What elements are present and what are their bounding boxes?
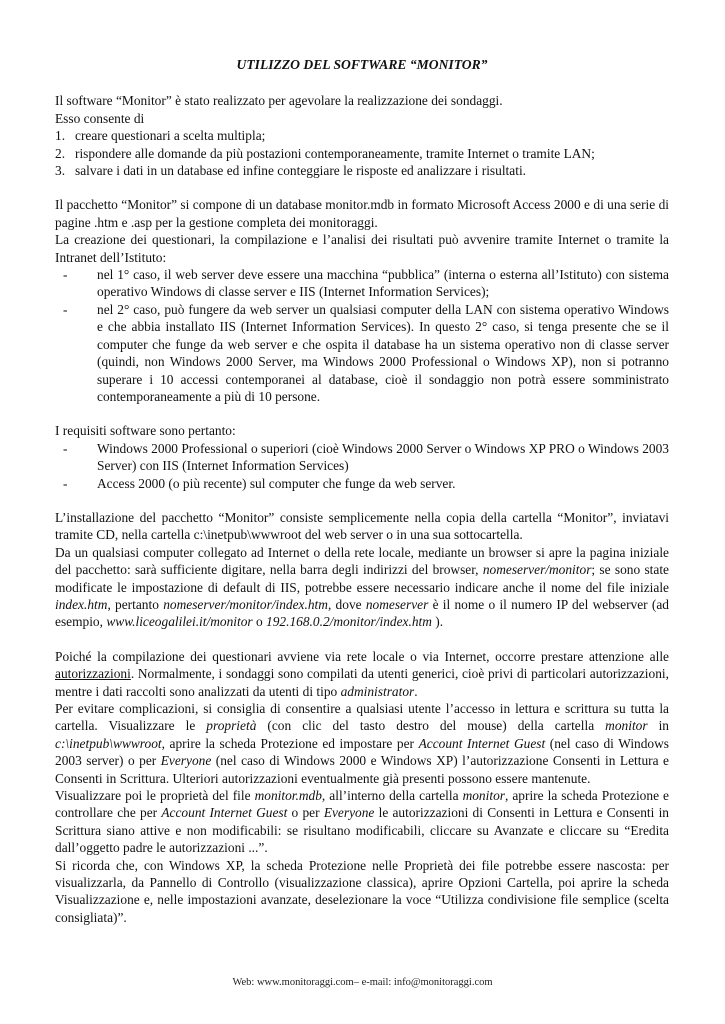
permissions-section xyxy=(55,648,669,927)
list-item xyxy=(55,145,669,162)
path-text: c:\inetpub\wwwroot xyxy=(55,735,162,751)
dash-list xyxy=(55,266,669,405)
file-name: monitor.mdb xyxy=(254,788,322,804)
paragraph: Da un qualsiasi computer collegato ad Internet o della rete locale, mediante un browser si apre la pagina iniziale del pacchetto: sarà sufficiente digitare, nella barra degli indirizzi del browser, nomeserver/monitor; se sono state modificate le impostazione di default di IIS, potrebbe essere necessario indicare anche il nome del file iniziale index.htm, pertanto nomeserver/monitor/index.htm, dove nomeserver è il nome o il numero IP del webserver (ad esempio, www.liceogalilei.it/monitor o 192.168.0.2/monitor/index.htm ). xyxy=(55,544,669,630)
paragraph: L’installazione del pacchetto “Monitor” consiste semplicemente nella copia della cartella “Monitor”, inviatavi tramite CD, nella cartella c:\inetpub\wwwroot del web server o in una sua sottocartella. xyxy=(55,509,669,543)
list-number: 1. xyxy=(55,128,66,144)
role-name: administrator xyxy=(340,683,415,699)
requirements-section xyxy=(55,422,669,492)
list-text: creare questionari a scelta multipla; xyxy=(75,128,266,144)
document-title: UTILIZZO DEL SOFTWARE “MONITOR” xyxy=(236,57,488,72)
list-item xyxy=(55,162,669,179)
package-section xyxy=(55,196,669,405)
list-item: - nel 1° caso, il web server deve essere una macchina “pubblica” (interna o esterna all’Istituto) con sistema operativo Windows di classe server e IIS (Internet Information Services); xyxy=(63,267,669,300)
paragraph: Poiché la compilazione dei questionari avviene via rete locale o via Internet, occorre prestare attenzione alle autorizzazioni. Normalmente, i sondaggi sono compilati da utenti generici, cioè privi di particolari autorizzazioni, mentre i dati raccolti sono analizzati da utenti di tipo administrator. xyxy=(55,648,669,699)
dash-list xyxy=(55,440,669,492)
list-text: nel 2° caso, può fungere da web server un qualsiasi computer della LAN con sistema operativo Windows e che abbia installato IIS (Internet Information Services). In questo 2° caso, si tenga presente che se il computer che funge da web server e che ospita il database ha un sistema operativo non di classe server (quindi, non Windows 2000 Server, ma Windows 2000 Professional o Windows XP), non si potranno superare i 10 accessi contemporanei al database, cioè il sondaggio non potrà essere somministrato contemporaneamente a più di 10 persone. xyxy=(97,301,669,404)
paragraph: Per evitare complicazioni, si consiglia di consentire a qualsiasi utente l’accesso in lettura e scrittura su tutta la cartella. Visualizzare le proprietà (con clic del tasto destro del mouse) della cartella monitor in c:\inetpub\wwwroot, aprire la scheda Protezione ed impostare per Account Internet Guest (nel caso di Windows 2003 server) o per Everyone (nel caso di Windows 2000 e Windows XP) l’autorizzazione Consenti in Lettura e Consenti in Scrittura. Ulteriori autorizzazioni eventualmente già presenti possono essere mantenute. xyxy=(55,701,670,786)
page-footer: Web: www.monitoraggi.com– e-mail: info@monitoraggi.com xyxy=(232,977,493,988)
account-name: Everyone xyxy=(323,805,375,821)
list-text: rispondere alle domande da più postazioni contemporaneamente, tramite Internet o tramite LAN; xyxy=(75,145,595,161)
list-text: salvare i dati in un database ed infine conteggiare le risposte ed analizzare i risultati. xyxy=(75,163,527,179)
underlined-term: autorizzazioni xyxy=(55,666,131,682)
path-text: nomeserver xyxy=(365,596,429,612)
folder-name: monitor xyxy=(462,788,505,804)
path-text: index.htm xyxy=(55,596,108,612)
features-list xyxy=(55,127,669,179)
list-item: - Access 2000 (o più recente) sul computer che funge da web server. xyxy=(55,475,669,492)
paragraph: Si ricorda che, con Windows XP, la scheda Protezione nelle Proprietà dei file potrebbe essere nascosta: per visualizzarla, da Pannello di Controllo (visualizzazione classica), aprire Opzioni Cartella, poi aprire la scheda Visualizzazione e, nelle impostazioni avanzate, deselezionare la voce “Utilizza condivisione file semplice (scelta consigliata)”. xyxy=(55,857,669,925)
list-text: Access 2000 (o più recente) sul computer che funge da web server. xyxy=(97,475,456,491)
paragraph: Visualizzare poi le proprietà del file monitor.mdb, all’interno della cartella monitor, aprire la scheda Protezione e controllare che per Account Internet Guest o per Everyone le autorizzazioni di Consenti in Lettura e Consenti in Scrittura siano attive e non modificabili: se risultano modificabili, cliccare su Avanzate e cliccare su “Eredita dall’oggetto padre le autorizzazioni ...”. xyxy=(55,788,670,856)
example-url: www.liceogalilei.it/monitor xyxy=(106,614,253,630)
list-text: nel 1° caso, il web server deve essere una macchina “pubblica” (interna o esterna all’Istituto) con sistema operativo Windows di classe server e IIS (Internet Information Services); xyxy=(97,267,669,300)
paragraph: Il pacchetto “Monitor” si compone di un database monitor.mdb in formato Microsoft Access 2000 e di una serie di pagine .htm e .asp per la gestione completa dei monitoraggi. xyxy=(55,197,669,230)
list-item xyxy=(55,127,669,144)
list-item: - Windows 2000 Professional o superiori (cioè Windows 2000 Server o Windows XP PRO o Windows 2003 Server) con IIS (Internet Information Services) xyxy=(63,440,669,474)
emphasis: monitor xyxy=(605,718,648,734)
document-page xyxy=(55,56,669,926)
intro-section xyxy=(55,92,669,179)
list-number: 3. xyxy=(55,163,66,179)
list-text: Windows 2000 Professional o superiori (cioè Windows 2000 Server o Windows XP PRO o Windows 2003 Server) con IIS (Internet Information Services) xyxy=(97,440,669,474)
emphasis: proprietà xyxy=(206,718,257,734)
paragraph: La creazione dei questionari, la compilazione e l’analisi dei risultati può avvenire tramite Internet o tramite la Intranet dell’Istituto: xyxy=(55,232,669,265)
account-name: Account Internet Guest xyxy=(418,735,546,751)
list-number: 2. xyxy=(55,145,66,161)
intro-line: Esso consente di xyxy=(55,110,145,126)
intro-line: Il software “Monitor” è stato realizzato per agevolare la realizzazione dei sondaggi. xyxy=(55,93,503,109)
list-item: - nel 2° caso, può fungere da web server un qualsiasi computer della LAN con sistema operativo Windows e che abbia installato IIS (Internet Information Services). In questo 2° caso, si tenga presente che se il computer che funge da web server e che ospita il database ha un sistema operativo non di classe server (quindi, non Windows 2000 Server, ma Windows 2000 Professional o Windows XP), non si potranno superare i 10 accessi contemporanei al database, cioè il sondaggio non potrà essere somministrato contemporaneamente a più di 10 persone. xyxy=(63,301,669,404)
path-text: nomeserver/monitor xyxy=(482,562,592,578)
account-name: Account Internet Guest xyxy=(161,805,288,821)
account-name: Everyone xyxy=(160,753,212,769)
path-text: nomeserver/monitor/index.htm xyxy=(163,596,328,612)
install-section xyxy=(55,509,669,631)
paragraph: I requisiti software sono pertanto: xyxy=(55,423,236,439)
example-ip: 192.168.0.2/monitor/index.htm xyxy=(266,614,432,630)
